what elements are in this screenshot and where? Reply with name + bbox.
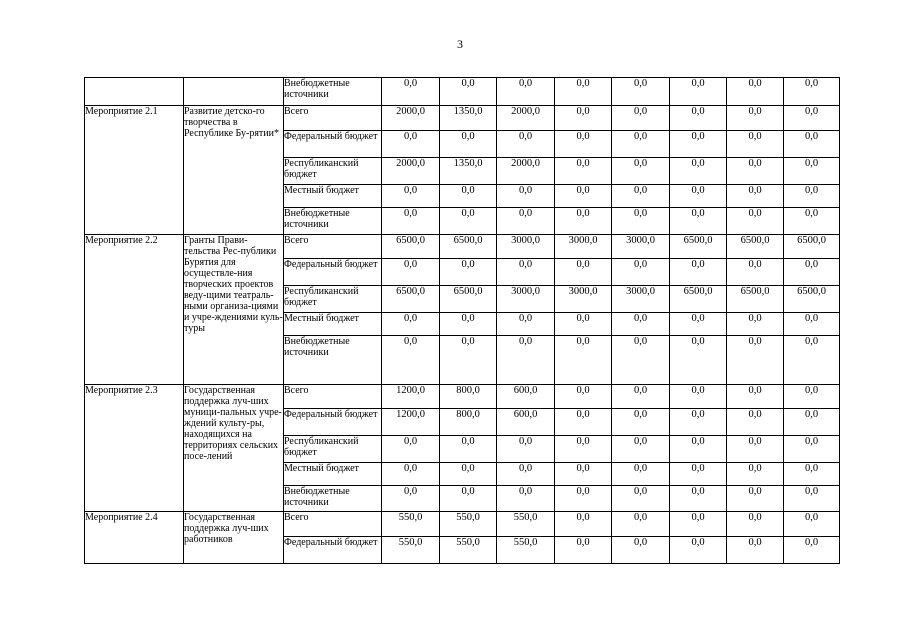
funding-source-cell: Всего	[284, 512, 382, 537]
value-cell: 0,0	[670, 259, 727, 286]
value-cell: 0,0	[670, 158, 727, 185]
value-cell: 0,0	[497, 185, 555, 208]
value-cell: 0,0	[612, 259, 670, 286]
funding-source-cell: Внебюджетные источники	[284, 336, 382, 385]
value-cell: 0,0	[612, 385, 670, 409]
value-cell: 0,0	[555, 313, 612, 336]
value-cell: 0,0	[555, 336, 612, 385]
value-cell: 0,0	[382, 259, 440, 286]
value-cell: 0,0	[440, 336, 497, 385]
value-cell: 6500,0	[382, 235, 440, 259]
value-cell: 0,0	[784, 185, 840, 208]
value-cell: 0,0	[727, 409, 784, 436]
value-cell: 0,0	[555, 537, 612, 564]
table-row	[85, 235, 840, 259]
value-cell: 0,0	[612, 486, 670, 512]
value-cell: 0,0	[670, 185, 727, 208]
value-cell: 0,0	[670, 208, 727, 235]
value-cell: 6500,0	[382, 286, 440, 313]
funding-source-cell: Республиканский бюджет	[284, 158, 382, 185]
value-cell: 0,0	[670, 313, 727, 336]
page-number: 3	[457, 37, 463, 51]
value-cell: 0,0	[670, 436, 727, 463]
value-cell: 0,0	[784, 78, 840, 106]
value-cell: 0,0	[727, 537, 784, 564]
value-cell: 1200,0	[382, 385, 440, 409]
value-cell: 0,0	[555, 512, 612, 537]
value-cell: 0,0	[784, 463, 840, 486]
value-cell: 0,0	[497, 78, 555, 106]
value-cell: 2000,0	[382, 158, 440, 185]
value-cell: 0,0	[612, 537, 670, 564]
funding-source-cell: Республиканский бюджет	[284, 436, 382, 463]
funding-source-cell: Местный бюджет	[284, 313, 382, 336]
value-cell: 0,0	[555, 486, 612, 512]
value-cell: 0,0	[440, 185, 497, 208]
value-cell: 0,0	[784, 106, 840, 131]
value-cell: 600,0	[497, 385, 555, 409]
value-cell: 0,0	[612, 436, 670, 463]
value-cell: 0,0	[382, 313, 440, 336]
value-cell: 0,0	[440, 78, 497, 106]
value-cell: 3000,0	[555, 235, 612, 259]
value-cell: 0,0	[727, 131, 784, 158]
value-cell: 0,0	[612, 313, 670, 336]
value-cell: 6500,0	[727, 286, 784, 313]
value-cell: 0,0	[784, 208, 840, 235]
event-name-cell: Государственная поддержка луч-ших работников	[184, 512, 284, 564]
value-cell: 0,0	[555, 259, 612, 286]
value-cell: 550,0	[440, 537, 497, 564]
value-cell: 0,0	[784, 436, 840, 463]
value-cell: 0,0	[612, 336, 670, 385]
value-cell: 0,0	[612, 208, 670, 235]
value-cell: 1350,0	[440, 106, 497, 131]
value-cell: 0,0	[440, 259, 497, 286]
value-cell: 0,0	[440, 208, 497, 235]
event-cell: Мероприятие 2.1	[85, 106, 184, 235]
value-cell: 0,0	[727, 158, 784, 185]
value-cell: 3000,0	[555, 286, 612, 313]
value-cell: 0,0	[555, 185, 612, 208]
value-cell: 0,0	[670, 463, 727, 486]
value-cell: 0,0	[555, 436, 612, 463]
value-cell: 3000,0	[612, 286, 670, 313]
table-body	[85, 78, 840, 564]
value-cell: 0,0	[670, 409, 727, 436]
value-cell: 0,0	[612, 512, 670, 537]
funding-source-cell: Всего	[284, 106, 382, 131]
value-cell: 0,0	[440, 463, 497, 486]
value-cell: 0,0	[784, 537, 840, 564]
value-cell: 3000,0	[497, 235, 555, 259]
value-cell: 600,0	[497, 409, 555, 436]
value-cell: 0,0	[440, 313, 497, 336]
event-name-cell: Государственная поддержка луч-ших муници-пальных учре-ждений культу-ры, находящихся на территориях сельских посе-лений	[184, 385, 284, 512]
value-cell: 2000,0	[382, 106, 440, 131]
value-cell: 0,0	[555, 78, 612, 106]
value-cell: 0,0	[727, 208, 784, 235]
value-cell: 1350,0	[440, 158, 497, 185]
value-cell: 1200,0	[382, 409, 440, 436]
value-cell: 0,0	[727, 512, 784, 537]
value-cell: 0,0	[727, 463, 784, 486]
value-cell: 6500,0	[784, 286, 840, 313]
value-cell: 0,0	[670, 106, 727, 131]
value-cell: 6500,0	[784, 235, 840, 259]
funding-source-cell: Местный бюджет	[284, 185, 382, 208]
value-cell: 0,0	[727, 336, 784, 385]
funding-source-cell: Внебюджетные источники	[284, 486, 382, 512]
value-cell: 0,0	[784, 131, 840, 158]
value-cell: 0,0	[555, 106, 612, 131]
funding-source-cell: Федеральный бюджет	[284, 409, 382, 436]
value-cell: 0,0	[670, 131, 727, 158]
value-cell: 0,0	[497, 463, 555, 486]
value-cell: 550,0	[382, 537, 440, 564]
value-cell: 0,0	[555, 463, 612, 486]
value-cell: 6500,0	[670, 286, 727, 313]
value-cell: 550,0	[497, 512, 555, 537]
value-cell: 0,0	[784, 486, 840, 512]
value-cell: 0,0	[727, 106, 784, 131]
value-cell: 800,0	[440, 409, 497, 436]
value-cell: 0,0	[497, 436, 555, 463]
table-row	[85, 385, 840, 409]
value-cell: 0,0	[670, 336, 727, 385]
value-cell: 0,0	[612, 158, 670, 185]
funding-source-cell: Всего	[284, 385, 382, 409]
value-cell: 0,0	[612, 463, 670, 486]
value-cell: 0,0	[497, 208, 555, 235]
event-cell	[85, 78, 184, 106]
value-cell: 6500,0	[440, 286, 497, 313]
value-cell: 0,0	[497, 486, 555, 512]
value-cell: 550,0	[497, 537, 555, 564]
value-cell: 0,0	[555, 158, 612, 185]
value-cell: 0,0	[382, 78, 440, 106]
value-cell: 0,0	[727, 486, 784, 512]
value-cell: 0,0	[670, 486, 727, 512]
value-cell: 0,0	[497, 131, 555, 158]
value-cell: 0,0	[612, 185, 670, 208]
event-name-cell: Развитие детско-го творчества в Республике Бу-рятии*	[184, 106, 284, 235]
value-cell: 0,0	[382, 436, 440, 463]
value-cell: 0,0	[382, 208, 440, 235]
value-cell: 0,0	[727, 78, 784, 106]
value-cell: 3000,0	[497, 286, 555, 313]
table-row	[85, 512, 840, 537]
value-cell: 0,0	[784, 336, 840, 385]
value-cell: 6500,0	[440, 235, 497, 259]
value-cell: 0,0	[382, 185, 440, 208]
value-cell: 0,0	[612, 131, 670, 158]
value-cell: 0,0	[670, 78, 727, 106]
funding-source-cell: Внебюджетные источники	[284, 78, 382, 106]
value-cell: 0,0	[382, 486, 440, 512]
value-cell: 0,0	[784, 512, 840, 537]
value-cell: 0,0	[555, 385, 612, 409]
value-cell: 0,0	[440, 436, 497, 463]
value-cell: 0,0	[382, 131, 440, 158]
value-cell: 800,0	[440, 385, 497, 409]
funding-source-cell: Всего	[284, 235, 382, 259]
funding-source-cell: Республиканский бюджет	[284, 286, 382, 313]
table-row	[85, 106, 840, 131]
value-cell: 0,0	[784, 385, 840, 409]
value-cell: 0,0	[497, 259, 555, 286]
value-cell: 0,0	[555, 208, 612, 235]
value-cell: 0,0	[727, 385, 784, 409]
value-cell: 6500,0	[670, 235, 727, 259]
value-cell: 2000,0	[497, 158, 555, 185]
value-cell: 550,0	[382, 512, 440, 537]
funding-source-cell: Местный бюджет	[284, 463, 382, 486]
table-row	[85, 78, 840, 106]
value-cell: 0,0	[670, 512, 727, 537]
event-name-cell: Гранты Прави-тельства Рес-публики Бурятия для осуществле-ния творческих проектов веду-щими театраль-ными организа-циями и учре-ждениями куль-туры	[184, 235, 284, 385]
value-cell: 2000,0	[497, 106, 555, 131]
value-cell: 0,0	[670, 537, 727, 564]
value-cell: 0,0	[497, 313, 555, 336]
value-cell: 0,0	[382, 336, 440, 385]
value-cell: 0,0	[784, 313, 840, 336]
value-cell: 0,0	[727, 185, 784, 208]
event-name-cell	[184, 78, 284, 106]
budget-table	[84, 77, 840, 564]
value-cell: 0,0	[555, 409, 612, 436]
value-cell: 0,0	[784, 158, 840, 185]
value-cell: 0,0	[497, 336, 555, 385]
funding-source-cell: Федеральный бюджет	[284, 259, 382, 286]
value-cell: 0,0	[784, 409, 840, 436]
value-cell: 0,0	[555, 131, 612, 158]
value-cell: 0,0	[784, 259, 840, 286]
value-cell: 550,0	[440, 512, 497, 537]
value-cell: 0,0	[440, 131, 497, 158]
value-cell: 0,0	[727, 313, 784, 336]
value-cell: 0,0	[440, 486, 497, 512]
value-cell: 3000,0	[612, 235, 670, 259]
value-cell: 0,0	[670, 385, 727, 409]
funding-source-cell: Внебюджетные источники	[284, 208, 382, 235]
value-cell: 0,0	[727, 436, 784, 463]
value-cell: 0,0	[382, 463, 440, 486]
funding-source-cell: Федеральный бюджет	[284, 537, 382, 564]
event-cell: Мероприятие 2.4	[85, 512, 184, 564]
event-cell: Мероприятие 2.2	[85, 235, 184, 385]
value-cell: 0,0	[612, 106, 670, 131]
value-cell: 6500,0	[727, 235, 784, 259]
value-cell: 0,0	[612, 78, 670, 106]
funding-source-cell: Федеральный бюджет	[284, 131, 382, 158]
event-cell: Мероприятие 2.3	[85, 385, 184, 512]
value-cell: 0,0	[727, 259, 784, 286]
value-cell: 0,0	[612, 409, 670, 436]
